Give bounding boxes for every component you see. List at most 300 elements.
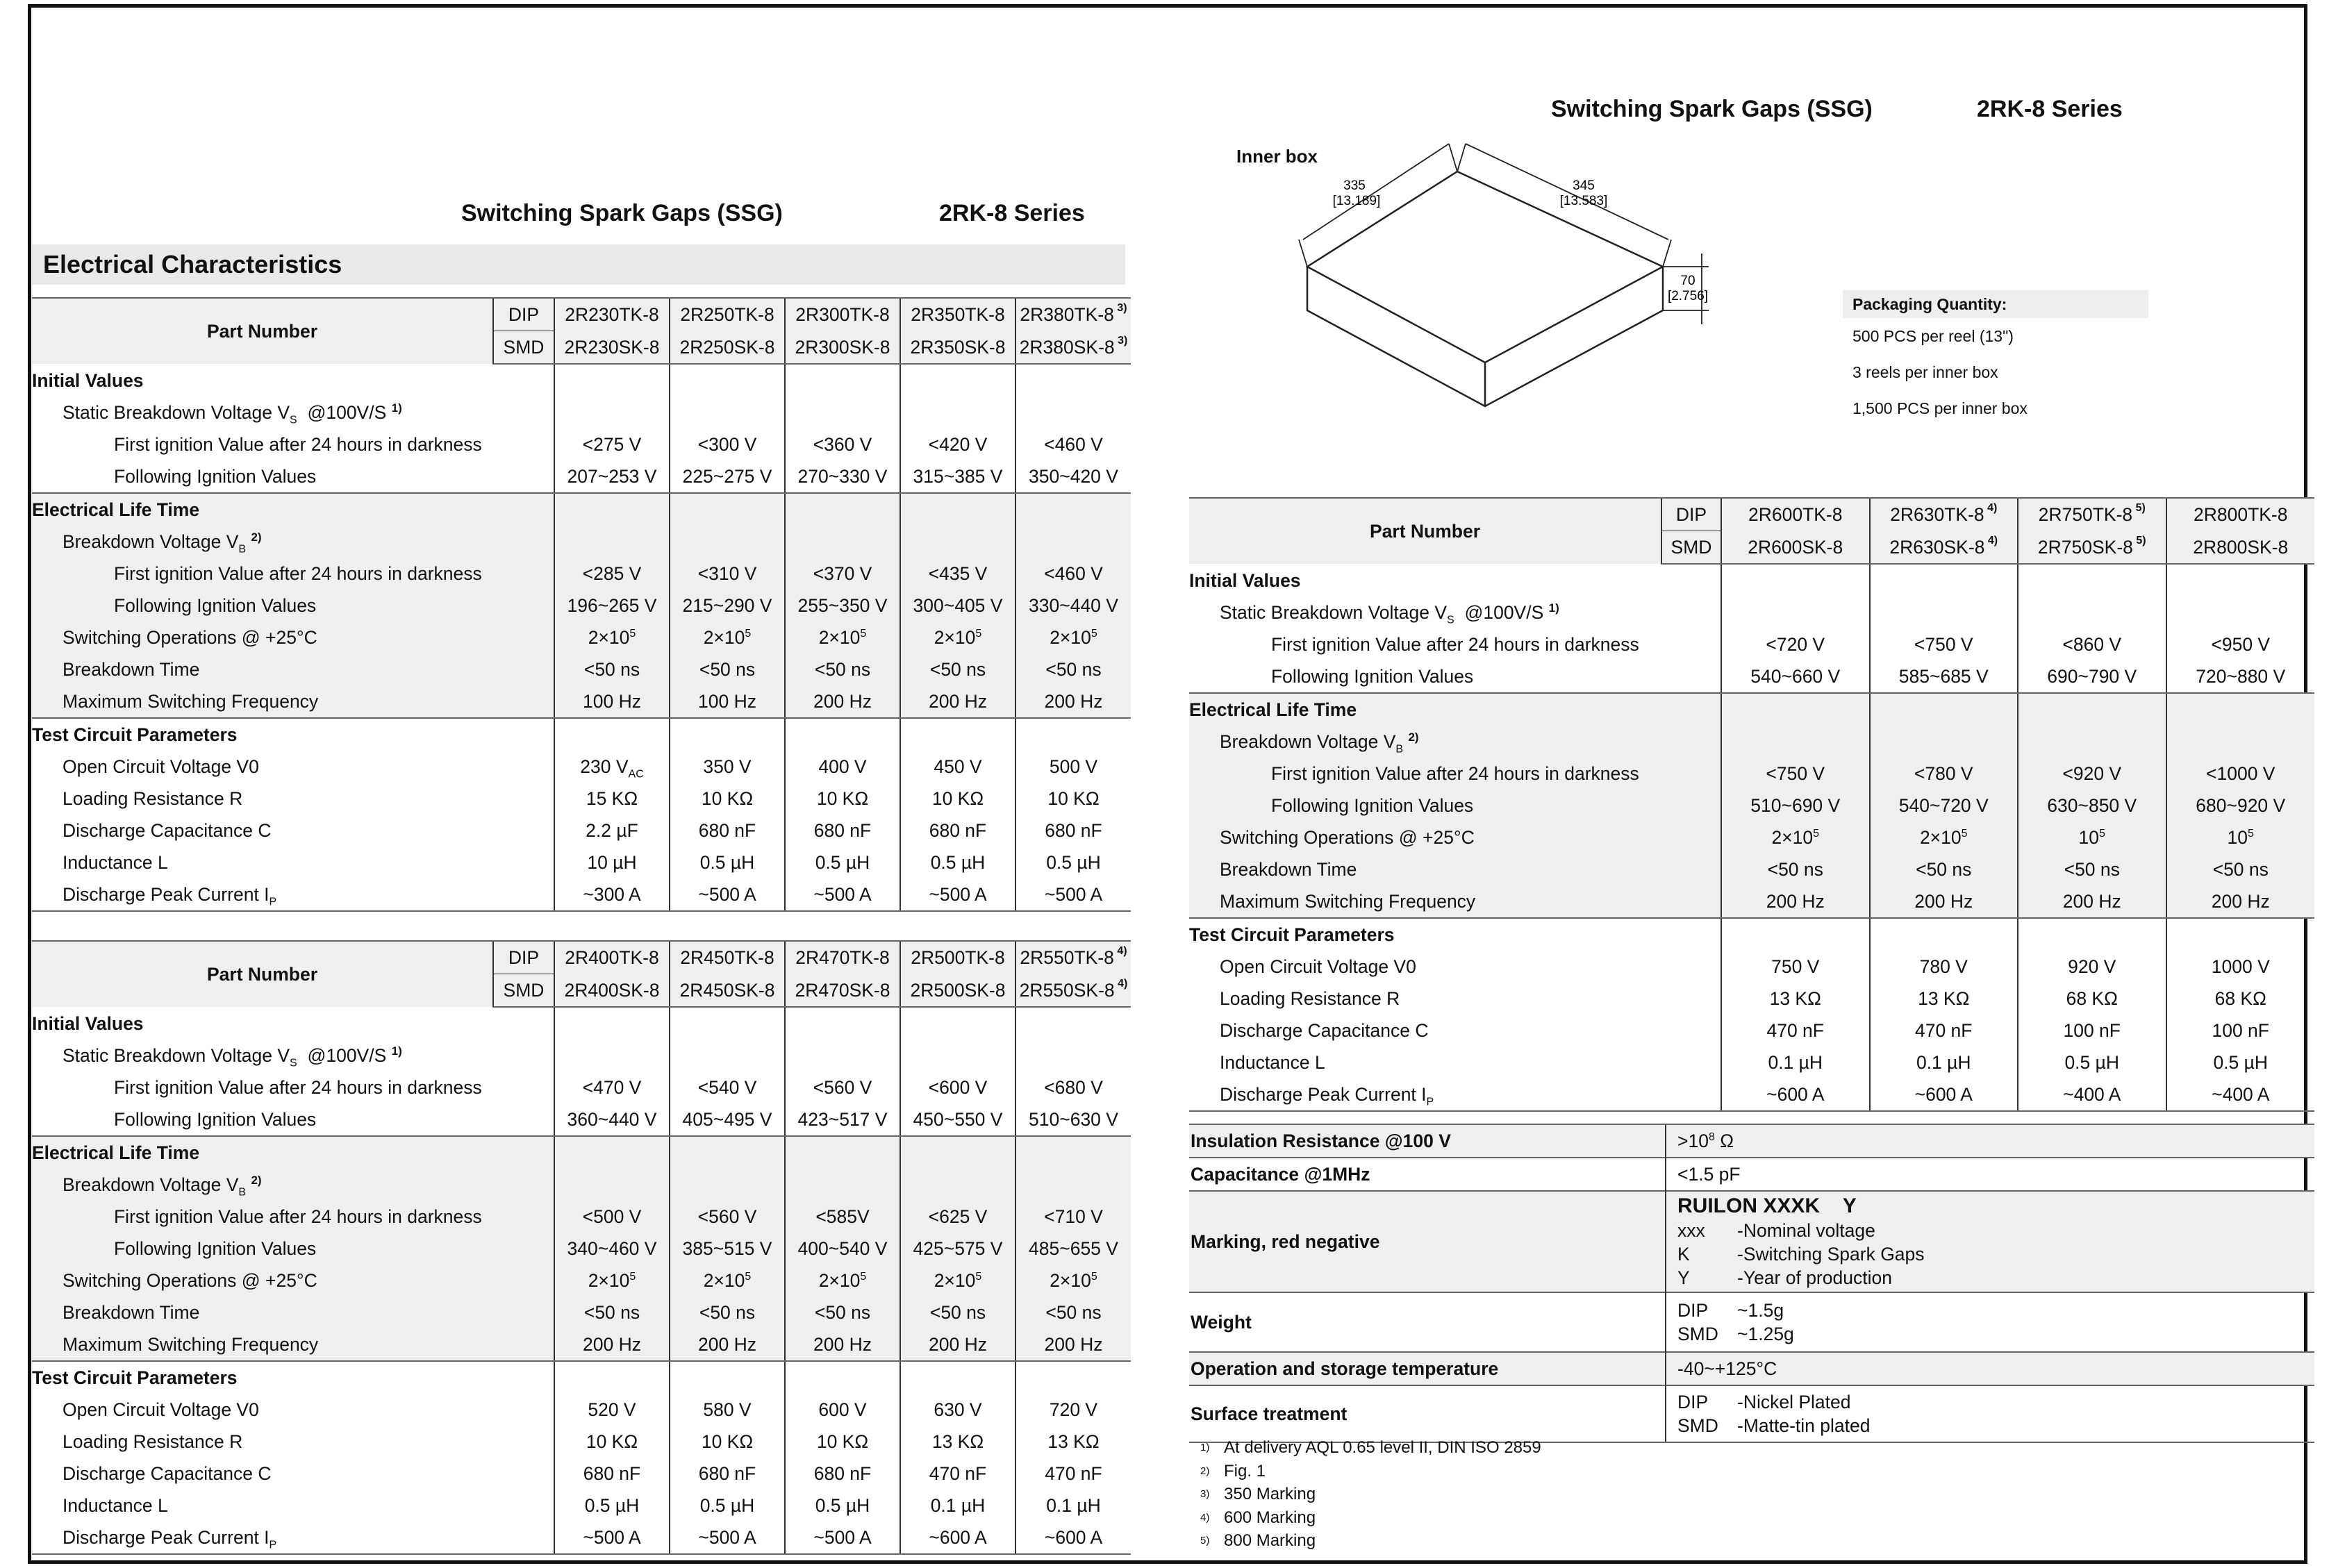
initial-values-row [1189,564,2314,597]
open-circuit-value: 350 V [670,751,785,783]
first-ignition-row [1189,628,2314,660]
breakdown-time-label: Breakdown Time [1189,853,1721,885]
section-initial-values: Initial Values [32,370,144,391]
open-circuit-value: 750 V [1721,951,1870,983]
following-ignition-value: 350~420 V [1015,460,1131,493]
discharge-capacitance-value: 680 nF [785,1458,900,1490]
dim-345-in: [13.583] [1559,194,1608,208]
peak-current-value: ~500 A [785,878,900,911]
footnote: 3) 350 Marking [1200,1485,1316,1503]
dim-335: 335 [1343,178,1366,193]
packaging-line: 500 PCS per reel (13") [1852,327,2014,345]
initial-values-row [32,1007,1131,1040]
dim-335-in: [13.189] [1332,194,1381,208]
marking-line: Y -Year of production [1677,1267,1892,1288]
switching-operations-value: $2\times 10^5$ [785,622,900,653]
dip-part-number: 2R750TK-8 $^{5)}$ [2018,498,2166,531]
discharge-capacitance-value: 100 nF [2166,1015,2315,1046]
breakdown-voltage-label: Breakdown Voltage $V_B$ $^{2)}$ [32,1169,554,1201]
weight-row [1189,1292,2314,1352]
surface-row [1189,1385,2314,1442]
following-ignition-value: 315~385 V [900,460,1015,493]
switching-operations-row [32,622,1131,653]
inductance-value: 0.5 µH [1015,846,1131,878]
inductance-value: 0.5 µH [2166,1046,2315,1078]
first-ignition-value: <460 V [1015,428,1131,460]
breakdown-time-value: <50 ns [670,653,785,685]
breakdown-time-value: <50 ns [785,653,900,685]
breakdown-time-value: <50 ns [670,1296,785,1328]
max-frequency-row [1189,885,2314,918]
peak-current-row [32,878,1131,911]
breakdown-voltage-label: Breakdown Voltage $V_B$ $^{2)}$ [1189,726,1721,758]
loading-resistance-row [32,783,1131,815]
test-circuit-row [32,718,1131,751]
breakdown-time-value: <50 ns [900,653,1015,685]
smd-part-number: 2R230SK-8 [554,331,670,365]
first-ignition-value: <420 V [900,428,1015,460]
section-test-circuit: Test Circuit Parameters [32,724,238,745]
discharge-capacitance-value: 470 nF [900,1458,1015,1490]
breakdown-time-value: <50 ns [554,1296,670,1328]
following-ignition-row [1189,660,2314,693]
temperature-row [1189,1352,2314,1385]
surface-value [1666,1385,2314,1442]
part-number-label: Part Number [1189,498,1661,564]
section-initial-values: Initial Values [32,1013,144,1034]
life-following-ignition-value: 340~460 V [554,1233,670,1265]
weight-line: SMD ~1.25g [1677,1324,1794,1344]
loading-resistance-value: 68 KΩ [2166,983,2315,1015]
loading-resistance-row [32,1426,1131,1458]
marking-title: RUILON XXXK Y [1677,1194,1857,1217]
life-following-ignition-label: Following Ignition Values [32,1233,554,1265]
peak-current-value: ~500 A [785,1521,900,1554]
life-following-ignition-row [1189,790,2314,821]
open-circuit-row [32,751,1131,783]
switching-operations-value: $10^5$ [2018,821,2166,853]
loading-resistance-value: 10 KΩ [785,1426,900,1458]
breakdown-time-row [32,653,1131,685]
temperature-value: -40~+125°C [1666,1352,2314,1385]
discharge-capacitance-value: 2.2 µF [554,815,670,846]
switching-operations-value: $2\times 10^5$ [670,1265,785,1296]
dip-tag: DIP [493,298,554,331]
max-frequency-value: 200 Hz [554,1328,670,1361]
loading-resistance-value: 13 KΩ [1015,1426,1131,1458]
dimension-lines [1299,144,1709,324]
electrical-life-row [32,1136,1131,1169]
temperature-label: Operation and storage temperature [1189,1352,1666,1385]
static-breakdown-row [32,397,1131,428]
smd-part-number: 2R600SK-8 [1721,531,1870,565]
discharge-capacitance-row [32,1458,1131,1490]
dip-part-number: 2R550TK-8 $^{4)}$ [1015,941,1131,974]
loading-resistance-value: 10 KΩ [670,1426,785,1458]
switching-operations-label: Switching Operations @ +25°C [1189,821,1721,853]
following-ignition-value: 510~630 V [1015,1103,1131,1136]
switching-operations-value: $2\times 10^5$ [554,622,670,653]
section-electrical-life: Electrical Life Time [32,493,554,526]
life-first-ignition-value: <500 V [554,1201,670,1233]
life-following-ignition-value: 255~350 V [785,590,900,622]
smd-part-number: 2R750SK-8 $^{5)}$ [2018,531,2166,565]
open-circuit-value: 920 V [2018,951,2166,983]
life-following-ignition-value: 300~405 V [900,590,1015,622]
breakdown-time-value: <50 ns [785,1296,900,1328]
first-ignition-value: <600 V [900,1071,1015,1103]
discharge-capacitance-value: 680 nF [670,815,785,846]
inductance-value: 0.1 µH [1870,1046,2018,1078]
inductance-value: 0.5 µH [670,846,785,878]
switching-operations-row [32,1265,1131,1296]
spec-table-3 [1189,497,2314,1112]
static-breakdown-row [1189,597,2314,628]
open-circuit-value: 720 V [1015,1394,1131,1426]
life-first-ignition-value: <780 V [1870,758,2018,790]
open-circuit-label: Open Circuit Voltage V0 [1220,956,1416,977]
life-first-ignition-value: <285 V [554,558,670,590]
breakdown-time-value: <50 ns [2018,853,2166,885]
life-following-ignition-row [32,590,1131,622]
part-number-label: Part Number [32,298,493,364]
inductance-row [32,1490,1131,1521]
loading-resistance-value: 13 KΩ [1870,983,2018,1015]
breakdown-voltage-row [32,1169,1131,1201]
smd-part-number: 2R300SK-8 [785,331,900,365]
following-ignition-value: 720~880 V [2166,660,2315,693]
life-following-ignition-label: Following Ignition Values [1189,790,1721,821]
footnote: 5) 800 Marking [1200,1531,1316,1550]
life-following-ignition-value: 400~540 V [785,1233,900,1265]
open-circuit-label: Open Circuit Voltage V0 [63,1399,259,1420]
discharge-capacitance-label: Discharge Capacitance C [63,1463,272,1484]
marking-label: Marking, red negative [1189,1191,1666,1292]
electrical-life-row [32,493,1131,526]
life-first-ignition-value: <310 V [670,558,785,590]
discharge-capacitance-value: 680 nF [554,1458,670,1490]
open-circuit-label: Open Circuit Voltage V0 [63,756,259,777]
switching-operations-row [1189,821,2314,853]
discharge-capacitance-value: 680 nF [900,815,1015,846]
max-frequency-value: 200 Hz [785,1328,900,1361]
first-ignition-row [32,428,1131,460]
life-following-ignition-value: 510~690 V [1721,790,1870,821]
first-ignition-label: First ignition Value after 24 hours in darkness [114,1077,482,1098]
life-following-ignition-value: 425~575 V [900,1233,1015,1265]
loading-resistance-value: 68 KΩ [2018,983,2166,1015]
inductance-value: 0.1 µH [1721,1046,1870,1078]
smd-part-number: 2R450SK-8 [670,974,785,1008]
breakdown-time-value: <50 ns [1870,853,2018,885]
part-number-row-dip [32,298,1131,331]
footnote: 1) At delivery AQL 0.65 level II, DIN ISO 2859 [1200,1438,1541,1457]
life-following-ignition-row [32,1233,1131,1265]
max-frequency-value: 200 Hz [1015,1328,1131,1361]
packaging-line: 1,500 PCS per inner box [1852,399,2028,417]
following-ignition-value: 360~440 V [554,1103,670,1136]
max-frequency-value: 200 Hz [670,1328,785,1361]
insulation-label: Insulation Resistance @100 V [1189,1124,1666,1158]
right-header-title: Switching Spark Gaps (SSG) [1551,96,1873,122]
insulation-row [1189,1124,2314,1158]
peak-current-value: ~300 A [554,878,670,911]
surface-label: Surface treatment [1189,1385,1666,1442]
life-first-ignition-row [32,1201,1131,1233]
smd-part-number: 2R250SK-8 [670,331,785,365]
weight-line: DIP ~1.5g [1677,1300,1784,1321]
inner-box-label: Inner box [1236,146,1318,167]
discharge-capacitance-value: 680 nF [1015,815,1131,846]
first-ignition-label: First ignition Value after 24 hours in darkness [114,434,482,455]
dip-part-number: 2R800TK-8 [2166,498,2315,531]
discharge-capacitance-value: 470 nF [1015,1458,1131,1490]
inductance-value: 10 µH [554,846,670,878]
first-ignition-value: <950 V [2166,628,2315,660]
life-first-ignition-value: <625 V [900,1201,1015,1233]
life-first-ignition-label: First ignition Value after 24 hours in darkness [32,1201,554,1233]
following-ignition-label: Following Ignition Values [32,1103,554,1136]
loading-resistance-label: Loading Resistance R [63,788,243,809]
switching-operations-value: $2\times 10^5$ [900,1265,1015,1296]
breakdown-time-value: <50 ns [1015,1296,1131,1328]
dip-part-number: 2R300TK-8 [785,298,900,331]
dim-70-in: [2.756] [1667,289,1709,303]
electrical-life-row [1189,693,2314,726]
inductance-label: Inductance L [63,852,168,873]
open-circuit-value: 630 V [900,1394,1015,1426]
footnote: 4) 600 Marking [1200,1508,1316,1527]
dip-tag: DIP [1661,498,1721,531]
open-circuit-row [1189,951,2314,983]
max-frequency-label: Maximum Switching Frequency [32,1328,554,1361]
loading-resistance-value: 13 KΩ [900,1426,1015,1458]
breakdown-time-label: Breakdown Time [32,1296,554,1328]
life-first-ignition-value: <560 V [670,1201,785,1233]
loading-resistance-value: 10 KΩ [785,783,900,815]
max-frequency-row [32,685,1131,718]
weight-value [1666,1292,2314,1352]
dip-part-number: 2R450TK-8 [670,941,785,974]
open-circuit-value: 400 V [785,751,900,783]
misc-properties-table [1189,1124,2314,1443]
max-frequency-label: Maximum Switching Frequency [32,685,554,718]
life-first-ignition-value: <920 V [2018,758,2166,790]
packaging-line: 3 reels per inner box [1852,363,1998,381]
loading-resistance-row [1189,983,2314,1015]
surface-line: DIP -Nickel Plated [1677,1392,1851,1412]
dip-part-number: 2R470TK-8 [785,941,900,974]
section-electrical-life: Electrical Life Time [1189,693,1721,726]
following-ignition-value: 540~660 V [1721,660,1870,693]
life-first-ignition-label: First ignition Value after 24 hours in darkness [32,558,554,590]
marking-row [1189,1191,2314,1292]
static-breakdown-label: Static Breakdown Voltage $V_S$ @100V/S $^{1)}$ [63,401,402,426]
peak-current-label: Discharge Peak Current $I_P$ [32,1521,554,1554]
open-circuit-value: 230 $V_{AC}$ [554,751,670,783]
peak-current-value: ~600 A [1015,1521,1131,1554]
loading-resistance-label: Loading Resistance R [1220,988,1400,1009]
switching-operations-value: $2\times 10^5$ [1015,1265,1131,1296]
peak-current-row [1189,1078,2314,1111]
section-test-circuit: Test Circuit Parameters [32,1367,238,1388]
breakdown-time-label: Breakdown Time [32,653,554,685]
following-ignition-row [32,1103,1131,1136]
dip-part-number: 2R600TK-8 [1721,498,1870,531]
inductance-label: Inductance L [1220,1052,1325,1073]
discharge-capacitance-row [1189,1015,2314,1046]
smd-part-number: 2R800SK-8 [2166,531,2315,565]
life-first-ignition-row [32,558,1131,590]
switching-operations-value: $10^5$ [2166,821,2315,853]
spec-table-2 [32,940,1131,1555]
dip-tag: DIP [493,941,554,974]
life-first-ignition-value: <1000 V [2166,758,2315,790]
smd-part-number: 2R380SK-8 $^{3)}$ [1015,331,1131,365]
life-first-ignition-label: First ignition Value after 24 hours in darkness [1189,758,1721,790]
peak-current-value: ~600 A [1870,1078,2018,1111]
max-frequency-row [32,1328,1131,1361]
packaging-title: Packaging Quantity: [1843,290,2148,318]
first-ignition-value: <860 V [2018,628,2166,660]
smd-part-number: 2R630SK-8 $^{4)}$ [1870,531,2018,565]
marking-line: xxx -Nominal voltage [1677,1220,1875,1241]
smd-part-number: 2R470SK-8 [785,974,900,1008]
breakdown-time-value: <50 ns [1721,853,1870,885]
weight-label: Weight [1189,1292,1666,1352]
following-ignition-value: 225~275 V [670,460,785,493]
inductance-label: Inductance L [63,1495,168,1516]
following-ignition-value: 690~790 V [2018,660,2166,693]
first-ignition-value: <470 V [554,1071,670,1103]
section-initial-values: Initial Values [1189,570,1301,591]
breakdown-time-value: <50 ns [554,653,670,685]
life-first-ignition-value: <585V [785,1201,900,1233]
max-frequency-value: 200 Hz [900,685,1015,718]
following-ignition-row [32,460,1131,493]
following-ignition-label: Following Ignition Values [32,460,554,493]
max-frequency-value: 200 Hz [900,1328,1015,1361]
open-circuit-value: 1000 V [2166,951,2315,983]
peak-current-label: Discharge Peak Current $I_P$ [1189,1078,1721,1111]
footnotes [1189,1436,1541,1553]
peak-current-value: ~500 A [670,1521,785,1554]
discharge-capacitance-row [32,815,1131,846]
peak-current-value: ~400 A [2166,1078,2315,1111]
part-number-row-dip [32,941,1131,974]
following-ignition-value: 405~495 V [670,1103,785,1136]
inner-box-drawing [1292,128,1723,420]
switching-operations-value: $2\times 10^5$ [1015,622,1131,653]
first-ignition-value: <360 V [785,428,900,460]
discharge-capacitance-label: Discharge Capacitance C [63,820,272,841]
open-circuit-row [32,1394,1131,1426]
part-number-label: Part Number [32,941,493,1007]
discharge-capacitance-value: 470 nF [1870,1015,2018,1046]
dip-part-number: 2R230TK-8 [554,298,670,331]
smd-part-number: 2R350SK-8 [900,331,1015,365]
test-circuit-row [1189,918,2314,951]
peak-current-value: ~400 A [2018,1078,2166,1111]
life-following-ignition-value: 215~290 V [670,590,785,622]
smd-part-number: 2R400SK-8 [554,974,670,1008]
peak-current-value: ~500 A [554,1521,670,1554]
static-breakdown-label: Static Breakdown Voltage $V_S$ @100V/S $^{1)}$ [1220,601,1559,626]
discharge-capacitance-label: Discharge Capacitance C [1220,1020,1429,1041]
max-frequency-value: 100 Hz [554,685,670,718]
life-following-ignition-value: 485~655 V [1015,1233,1131,1265]
loading-resistance-label: Loading Resistance R [63,1431,243,1452]
switching-operations-value: $2\times 10^5$ [1721,821,1870,853]
switching-operations-value: $2\times 10^5$ [900,622,1015,653]
following-ignition-value: 423~517 V [785,1103,900,1136]
surface-line: SMD -Matte-tin plated [1677,1415,1871,1436]
life-following-ignition-value: 680~920 V [2166,790,2315,821]
peak-current-value: ~500 A [670,878,785,911]
peak-current-value: ~600 A [900,1521,1015,1554]
max-frequency-value: 200 Hz [2166,885,2315,918]
dip-part-number: 2R350TK-8 [900,298,1015,331]
max-frequency-label: Maximum Switching Frequency [1189,885,1721,918]
following-ignition-value: 585~685 V [1870,660,2018,693]
insulation-value: $>10^8$ Ω [1666,1124,2314,1158]
max-frequency-value: 200 Hz [1721,885,1870,918]
life-first-ignition-value: <460 V [1015,558,1131,590]
switching-operations-value: $2\times 10^5$ [670,622,785,653]
breakdown-voltage-label: Breakdown Voltage $V_B$ $^{2)}$ [32,526,554,558]
left-header-title: Switching Spark Gaps (SSG) [461,200,783,226]
open-circuit-value: 520 V [554,1394,670,1426]
test-circuit-row [32,1361,1131,1394]
dip-part-number: 2R630TK-8 $^{4)}$ [1870,498,2018,531]
first-ignition-row [32,1071,1131,1103]
first-ignition-value: <750 V [1870,628,2018,660]
breakdown-voltage-row [1189,726,2314,758]
inductance-value: 0.5 µH [900,846,1015,878]
discharge-capacitance-value: 680 nF [785,815,900,846]
left-header-series: 2RK-8 Series [939,200,1085,226]
life-first-ignition-value: <710 V [1015,1201,1131,1233]
loading-resistance-value: 10 KΩ [554,1426,670,1458]
inductance-row [32,846,1131,878]
inductance-value: 0.5 µH [670,1490,785,1521]
max-frequency-value: 100 Hz [670,685,785,718]
following-ignition-value: 450~550 V [900,1103,1015,1136]
initial-values-row [32,364,1131,397]
dip-part-number: 2R380TK-8 $^{3)}$ [1015,298,1131,331]
section-electrical-life: Electrical Life Time [32,1136,554,1169]
marking-line: K -Switching Spark Gaps [1677,1244,1925,1265]
spec-table-1 [32,297,1131,912]
smd-tag: SMD [493,974,554,1008]
inductance-value: 0.5 µH [785,1490,900,1521]
dim-70: 70 [1680,274,1696,288]
loading-resistance-value: 10 KΩ [900,783,1015,815]
peak-current-value: ~600 A [1721,1078,1870,1111]
section-test-circuit: Test Circuit Parameters [1189,924,1395,945]
first-ignition-value: <720 V [1721,628,1870,660]
discharge-capacitance-value: 680 nF [670,1458,785,1490]
life-first-ignition-row [1189,758,2314,790]
static-breakdown-label: Static Breakdown Voltage $V_S$ @100V/S $^{1)}$ [63,1044,402,1069]
discharge-capacitance-value: 470 nF [1721,1015,1870,1046]
discharge-capacitance-value: 100 nF [2018,1015,2166,1046]
life-following-ignition-value: 330~440 V [1015,590,1131,622]
inductance-row [1189,1046,2314,1078]
dip-part-number: 2R500TK-8 [900,941,1015,974]
life-following-ignition-value: 540~720 V [1870,790,2018,821]
capacitance-row [1189,1158,2314,1191]
